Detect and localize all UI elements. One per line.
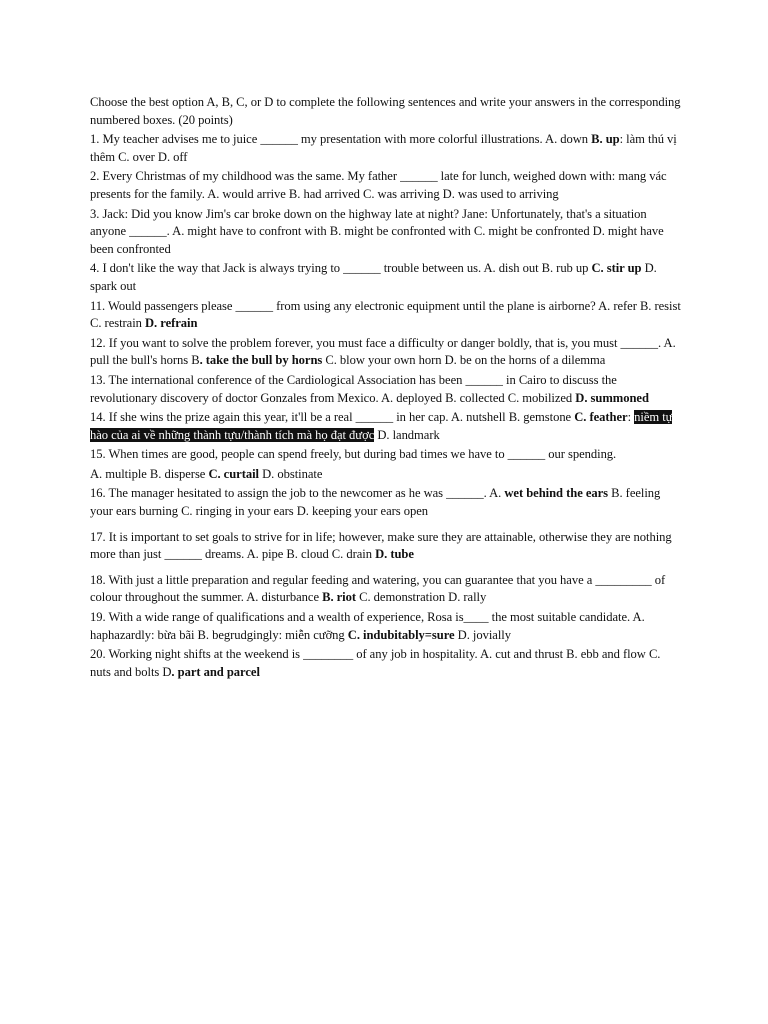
answer-text: D. summoned bbox=[575, 390, 649, 405]
question-text: D. spark out bbox=[90, 261, 657, 293]
question-q14 bbox=[90, 409, 682, 444]
question-text: : làm thú vị thêm C. over D. off bbox=[90, 132, 677, 164]
question-text: A. multiple B. disperse bbox=[90, 466, 209, 481]
question-text: 4. I don't like the way that Jack is always trying to ______ trouble between us. A. dish out B. rub up bbox=[90, 261, 592, 276]
question-text: B. feeling your ears burning C. ringing in your ears D. keeping your ears open bbox=[90, 486, 661, 519]
question-text: C. demonstration D. rally bbox=[356, 590, 487, 605]
answer-text: C. stir up bbox=[591, 261, 642, 276]
question-text: C. blow your own horn D. be on the horns of a dilemma bbox=[322, 353, 606, 368]
answer-text: D. refrain bbox=[145, 316, 198, 331]
answer-text: C. curtail bbox=[208, 466, 260, 481]
question-text: D. landmark bbox=[374, 427, 440, 442]
answer-text: B. up bbox=[591, 132, 620, 147]
answer-text: wet behind the ears bbox=[504, 486, 609, 501]
question-text: 2. Every Christmas of my childhood was the same. My father ______ late for lunch, weighed down with: mang vác presents for the family. A. would arrive B. had arrived C. was arriving D. was used to arriving bbox=[90, 169, 667, 201]
question-q19 bbox=[90, 609, 682, 644]
answer-text: D. tube bbox=[375, 547, 414, 562]
question-q15-options bbox=[90, 466, 682, 484]
highlighted-note: niềm tự hào của ai về những thành tựu/thành tích mà họ đạt được bbox=[90, 410, 673, 442]
question-text: 20. Working night shifts at the weekend is ________ of any job in hospitality. A. cut and thrust B. ebb and flow C. nuts and bolts D bbox=[90, 647, 661, 679]
question-q13 bbox=[90, 372, 682, 407]
answer-text: C. indubitably=sure bbox=[347, 627, 455, 642]
question-q1 bbox=[90, 131, 682, 166]
answer-text: C. feather bbox=[574, 410, 628, 425]
instructions: Choose the best option A, B, C, or D to complete the following sentences and write your answers in the corresponding numbered boxes. (20 points) bbox=[90, 95, 681, 127]
question-text: 1. My teacher advises me to juice ______ my presentation with more colorful illustrations. A. down bbox=[90, 132, 592, 147]
question-q17 bbox=[90, 529, 682, 564]
answer-text: B. riot bbox=[322, 590, 357, 605]
answer-text: . part and parcel bbox=[171, 664, 260, 679]
question-text: 14. If she wins the prize again this year, it'll be a real ______ in her cap. A. nutshell B. gemstone bbox=[90, 410, 575, 425]
question-q3 bbox=[90, 206, 682, 259]
document-page bbox=[90, 94, 682, 683]
question-q18 bbox=[90, 572, 682, 607]
question-q11 bbox=[90, 298, 682, 333]
question-q12 bbox=[90, 335, 682, 370]
question-q2 bbox=[90, 168, 682, 203]
answer-text: . take the bull by horns bbox=[199, 353, 323, 368]
question-text: 16. The manager hesitated to assign the job to the newcomer as he was ______. A. bbox=[90, 486, 505, 501]
question-list bbox=[90, 131, 682, 681]
question-text: 3. Jack: Did you know Jim's car broke down on the highway late at night? Jane: Unfortunately, that's a situation anyone ______. A. might have to confront with B. might be confronted with C. might be confronted D. might have been confronted bbox=[90, 206, 664, 256]
question-q20 bbox=[90, 646, 682, 681]
question-q15 bbox=[90, 446, 682, 464]
question-text: 19. With a wide range of qualifications and a wealth of experience, Rosa is____ the most suitable candidate. A. haphazardly: bừa bãi B. begrudgingly: miễn cưỡng bbox=[90, 610, 645, 642]
question-q16 bbox=[90, 485, 682, 520]
question-text: 17. It is important to set goals to strive for in life; however, make sure they are attainable, otherwise they are nothing more than just ______ dreams. A. pipe B. cloud C. drain bbox=[90, 529, 672, 562]
question-text: 13. The international conference of the Cardiological Association has been ______ in Cairo to discuss the revolutionary discovery of doctor Gonzales from Mexico. A. deployed B. collected C. mobilized bbox=[90, 372, 617, 405]
question-text: 12. If you want to solve the problem forever, you must face a difficulty or danger boldly, that is, you must ______. A. pull the bull's horns B bbox=[90, 335, 676, 368]
question-text: 15. When times are good, people can spend freely, but during bad times we have to ______ our spending. bbox=[90, 447, 617, 462]
question-text: D. jovially bbox=[454, 627, 511, 642]
question-text: 18. With just a little preparation and regular feeding and watering, you can guarantee that you have a _________ of colour throughout the summer. A. disturbance bbox=[90, 572, 666, 605]
question-text: 11. Would passengers please ______ from using any electronic equipment until the plane is airborne? A. refer B. resist C. restrain bbox=[90, 298, 681, 331]
question-text: D. obstinate bbox=[259, 466, 323, 481]
question-q4 bbox=[90, 260, 682, 295]
question-text: : bbox=[627, 410, 635, 425]
